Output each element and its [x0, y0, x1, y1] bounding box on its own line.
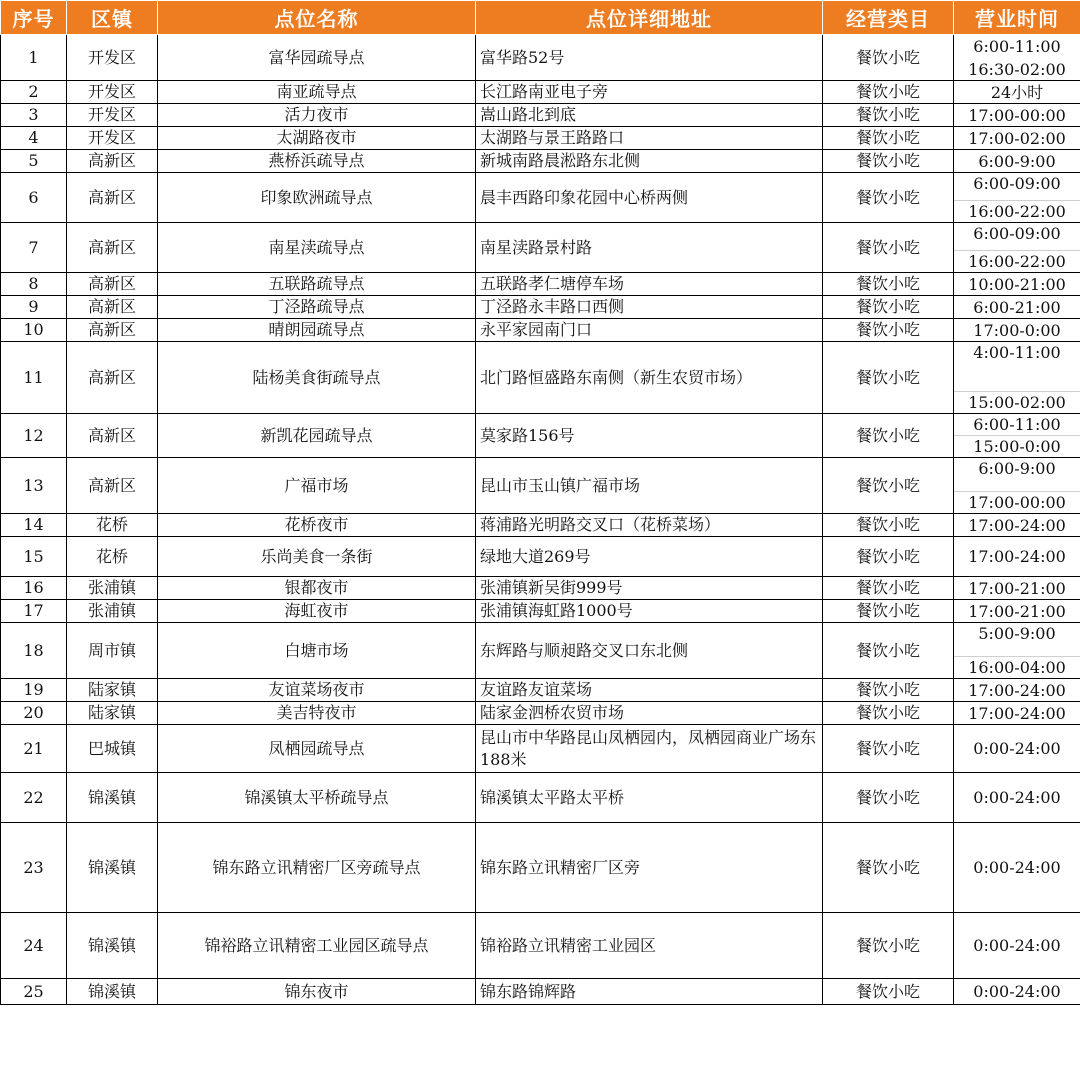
cell-category: 餐饮小吃 [823, 81, 954, 104]
hours-line: 6:00-11:00 [973, 415, 1061, 434]
cell-no: 3 [1, 104, 67, 127]
cell-hours [954, 296, 1080, 319]
cell-name: 海虹夜市 [158, 600, 476, 623]
cell-name: 新凯花园疏导点 [158, 414, 476, 458]
cell-no: 14 [1, 514, 67, 537]
cell-name: 广福市场 [158, 458, 476, 514]
cell-district: 花桥 [67, 514, 158, 537]
cell-district: 张浦镇 [67, 577, 158, 600]
cell-no: 21 [1, 725, 67, 773]
cell-no: 7 [1, 223, 67, 273]
hours-line: 4:00-11:00 [973, 343, 1061, 362]
cell-hours [954, 150, 1080, 173]
cell-no: 4 [1, 127, 67, 150]
table-body [1, 35, 1080, 1005]
cell-address: 锦东路锦辉路 [476, 979, 823, 1005]
table-row [1, 773, 1080, 823]
cell-name: 燕桥浜疏导点 [158, 150, 476, 173]
cell-hours [954, 104, 1080, 127]
header-category: 经营类目 [823, 1, 954, 35]
hours-line: 6:00-09:00 [973, 224, 1061, 243]
cell-address: 锦东路立讯精密厂区旁 [476, 823, 823, 913]
cell-address: 五联路孝仁塘停车场 [476, 273, 823, 296]
cell-name: 花桥夜市 [158, 514, 476, 537]
table-row [1, 273, 1080, 296]
cell-no: 13 [1, 458, 67, 514]
cell-category: 餐饮小吃 [823, 679, 954, 702]
cell-address: 富华路52号 [476, 35, 823, 81]
header-row [1, 1, 1080, 35]
table-row [1, 725, 1080, 773]
cell-address: 莫家路156号 [476, 414, 823, 458]
hours-line: 0:00-24:00 [973, 739, 1061, 758]
cell-address: 锦裕路立讯精密工业园区 [476, 913, 823, 979]
cell-no: 8 [1, 273, 67, 296]
cell-address: 张浦镇新吴街999号 [476, 577, 823, 600]
cell-district: 高新区 [67, 273, 158, 296]
cell-address: 太湖路与景王路路口 [476, 127, 823, 150]
cell-no: 17 [1, 600, 67, 623]
cell-hours [954, 979, 1080, 1005]
cell-name: 锦东路立讯精密厂区旁疏导点 [158, 823, 476, 913]
table-row [1, 150, 1080, 173]
cell-district: 高新区 [67, 223, 158, 273]
cell-hours [954, 623, 1080, 679]
cell-district: 高新区 [67, 342, 158, 414]
cell-category: 餐饮小吃 [823, 823, 954, 913]
table-row [1, 679, 1080, 702]
cell-district: 开发区 [67, 104, 158, 127]
cell-hours [954, 458, 1080, 514]
cell-name: 太湖路夜市 [158, 127, 476, 150]
cell-hours [954, 273, 1080, 296]
cell-hours [954, 35, 1080, 81]
cell-address: 蒋浦路光明路交叉口（花桥菜场） [476, 514, 823, 537]
table-row [1, 458, 1080, 514]
cell-district: 锦溪镇 [67, 913, 158, 979]
header-no: 序号 [1, 1, 67, 35]
cell-address: 张浦镇海虹路1000号 [476, 600, 823, 623]
cell-address: 新城南路晨淞路东北侧 [476, 150, 823, 173]
cell-no: 6 [1, 173, 67, 223]
cell-name: 五联路疏导点 [158, 273, 476, 296]
table-row [1, 173, 1080, 223]
cell-address: 昆山市中华路昆山凤栖园内，凤栖园商业广场东188米 [476, 725, 823, 773]
cell-district: 锦溪镇 [67, 979, 158, 1005]
cell-name: 白塘市场 [158, 623, 476, 679]
cell-name: 友谊菜场夜市 [158, 679, 476, 702]
hours-line: 16:00-22:00 [954, 250, 1080, 272]
cell-hours [954, 679, 1080, 702]
hours-line: 0:00-24:00 [973, 982, 1061, 1001]
cell-district: 高新区 [67, 414, 158, 458]
table-row [1, 223, 1080, 273]
cell-name: 晴朗园疏导点 [158, 319, 476, 342]
hours-line: 0:00-24:00 [973, 936, 1061, 955]
cell-category: 餐饮小吃 [823, 127, 954, 150]
cell-name: 南星渎疏导点 [158, 223, 476, 273]
cell-district: 开发区 [67, 35, 158, 81]
table-row [1, 296, 1080, 319]
table-row [1, 537, 1080, 577]
cell-no: 16 [1, 577, 67, 600]
cell-district: 陆家镇 [67, 679, 158, 702]
cell-address: 锦溪镇太平路太平桥 [476, 773, 823, 823]
cell-address: 嵩山路北到底 [476, 104, 823, 127]
cell-hours [954, 577, 1080, 600]
hours-line: 15:00-0:00 [954, 435, 1080, 457]
cell-no: 2 [1, 81, 67, 104]
cell-name: 印象欧洲疏导点 [158, 173, 476, 223]
cell-category: 餐饮小吃 [823, 319, 954, 342]
cell-no: 23 [1, 823, 67, 913]
cell-district: 周市镇 [67, 623, 158, 679]
cell-category: 餐饮小吃 [823, 150, 954, 173]
cell-name: 锦东夜市 [158, 979, 476, 1005]
cell-no: 9 [1, 296, 67, 319]
cell-category: 餐饮小吃 [823, 342, 954, 414]
cell-address: 东辉路与顺昶路交叉口东北侧 [476, 623, 823, 679]
cell-hours [954, 81, 1080, 104]
table-row [1, 81, 1080, 104]
cell-address: 长江路南亚电子旁 [476, 81, 823, 104]
cell-category: 餐饮小吃 [823, 623, 954, 679]
hours-line: 6:00-09:00 [973, 174, 1061, 193]
header-district: 区镇 [67, 1, 158, 35]
cell-hours [954, 913, 1080, 979]
hours-line: 17:00-02:00 [968, 128, 1066, 148]
cell-district: 高新区 [67, 296, 158, 319]
cell-district: 锦溪镇 [67, 773, 158, 823]
cell-no: 10 [1, 319, 67, 342]
hours-line: 24小时 [990, 82, 1044, 102]
table-row [1, 600, 1080, 623]
cell-hours [954, 702, 1080, 725]
cell-address: 北门路恒盛路东南侧（新生农贸市场） [476, 342, 823, 414]
table-row [1, 414, 1080, 458]
cell-name: 凤栖园疏导点 [158, 725, 476, 773]
cell-hours [954, 319, 1080, 342]
hours-line: 17:00-24:00 [968, 703, 1066, 723]
hours-line: 16:00-22:00 [954, 200, 1080, 222]
hours-line: 15:00-02:00 [954, 391, 1080, 413]
hours-line: 17:00-24:00 [968, 547, 1066, 566]
hours-line: 6:00-9:00 [978, 459, 1056, 478]
hours-line: 10:00-21:00 [968, 274, 1066, 294]
cell-category: 餐饮小吃 [823, 104, 954, 127]
hours-line: 17:00-24:00 [968, 515, 1066, 535]
cell-name: 乐尚美食一条街 [158, 537, 476, 577]
cell-hours [954, 223, 1080, 273]
cell-name: 陆杨美食街疏导点 [158, 342, 476, 414]
cell-name: 南亚疏导点 [158, 81, 476, 104]
cell-address: 昆山市玉山镇广福市场 [476, 458, 823, 514]
cell-hours [954, 342, 1080, 414]
cell-hours [954, 173, 1080, 223]
cell-category: 餐饮小吃 [823, 600, 954, 623]
cell-district: 开发区 [67, 127, 158, 150]
hours-line: 17:00-0:00 [973, 320, 1061, 340]
cell-no: 18 [1, 623, 67, 679]
cell-category: 餐饮小吃 [823, 773, 954, 823]
cell-district: 花桥 [67, 537, 158, 577]
table-row [1, 823, 1080, 913]
cell-category: 餐饮小吃 [823, 414, 954, 458]
cell-no: 22 [1, 773, 67, 823]
cell-address: 友谊路友谊菜场 [476, 679, 823, 702]
cell-category: 餐饮小吃 [823, 725, 954, 773]
hours-line: 17:00-24:00 [968, 680, 1066, 700]
cell-no: 19 [1, 679, 67, 702]
header-name: 点位名称 [158, 1, 476, 35]
cell-category: 餐饮小吃 [823, 537, 954, 577]
cell-no: 25 [1, 979, 67, 1005]
cell-category: 餐饮小吃 [823, 458, 954, 514]
cell-address: 晨丰西路印象花园中心桥两侧 [476, 173, 823, 223]
cell-hours [954, 514, 1080, 537]
cell-district: 高新区 [67, 458, 158, 514]
cell-category: 餐饮小吃 [823, 223, 954, 273]
cell-district: 开发区 [67, 81, 158, 104]
table-row [1, 35, 1080, 81]
hours-line: 0:00-24:00 [973, 788, 1061, 807]
cell-category: 餐饮小吃 [823, 577, 954, 600]
cell-hours [954, 600, 1080, 623]
cell-category: 餐饮小吃 [823, 296, 954, 319]
hours-line: 17:00-00:00 [954, 491, 1080, 513]
cell-address: 永平家园南门口 [476, 319, 823, 342]
hours-line: 6:00-11:00 [973, 36, 1061, 56]
cell-address: 绿地大道269号 [476, 537, 823, 577]
table-row [1, 913, 1080, 979]
cell-name: 美吉特夜市 [158, 702, 476, 725]
hours-line: 16:30-02:00 [968, 59, 1066, 79]
cell-hours [954, 537, 1080, 577]
cell-district: 张浦镇 [67, 600, 158, 623]
cell-name: 活力夜市 [158, 104, 476, 127]
hours-line: 16:00-04:00 [954, 656, 1080, 678]
hours-line: 6:00-21:00 [973, 297, 1061, 317]
table-row [1, 702, 1080, 725]
hours-line: 17:00-00:00 [968, 105, 1066, 125]
cell-no: 12 [1, 414, 67, 458]
cell-no: 24 [1, 913, 67, 979]
header-hours: 营业时间 [954, 1, 1080, 35]
header-address: 点位详细地址 [476, 1, 823, 35]
cell-category: 餐饮小吃 [823, 514, 954, 537]
cell-category: 餐饮小吃 [823, 173, 954, 223]
table-row [1, 127, 1080, 150]
cell-category: 餐饮小吃 [823, 979, 954, 1005]
cell-hours [954, 725, 1080, 773]
table-row [1, 979, 1080, 1005]
table-row [1, 577, 1080, 600]
hours-line: 17:00-21:00 [968, 601, 1066, 621]
cell-category: 餐饮小吃 [823, 913, 954, 979]
cell-district: 陆家镇 [67, 702, 158, 725]
cell-no: 5 [1, 150, 67, 173]
table-row [1, 104, 1080, 127]
cell-name: 富华园疏导点 [158, 35, 476, 81]
cell-name: 锦裕路立讯精密工业园区疏导点 [158, 913, 476, 979]
cell-name: 银都夜市 [158, 577, 476, 600]
cell-address: 陆家金泗桥农贸市场 [476, 702, 823, 725]
cell-district: 锦溪镇 [67, 823, 158, 913]
cell-address: 丁泾路永丰路口西侧 [476, 296, 823, 319]
cell-no: 1 [1, 35, 67, 81]
hours-line: 5:00-9:00 [978, 624, 1056, 643]
cell-district: 高新区 [67, 150, 158, 173]
cell-hours [954, 823, 1080, 913]
cell-hours [954, 773, 1080, 823]
cell-no: 20 [1, 702, 67, 725]
cell-district: 巴城镇 [67, 725, 158, 773]
table-row [1, 319, 1080, 342]
cell-name: 锦溪镇太平桥疏导点 [158, 773, 476, 823]
cell-category: 餐饮小吃 [823, 273, 954, 296]
cell-district: 高新区 [67, 173, 158, 223]
hours-line: 17:00-21:00 [968, 578, 1066, 598]
cell-district: 高新区 [67, 319, 158, 342]
hours-line: 0:00-24:00 [973, 858, 1061, 877]
cell-hours [954, 127, 1080, 150]
table-row [1, 342, 1080, 414]
table-row [1, 623, 1080, 679]
cell-no: 11 [1, 342, 67, 414]
cell-address: 南星渎路景村路 [476, 223, 823, 273]
cell-no: 15 [1, 537, 67, 577]
table-row [1, 514, 1080, 537]
cell-hours [954, 414, 1080, 458]
hours-line: 6:00-9:00 [978, 151, 1056, 171]
cell-category: 餐饮小吃 [823, 35, 954, 81]
cell-name: 丁泾路疏导点 [158, 296, 476, 319]
cell-category: 餐饮小吃 [823, 702, 954, 725]
